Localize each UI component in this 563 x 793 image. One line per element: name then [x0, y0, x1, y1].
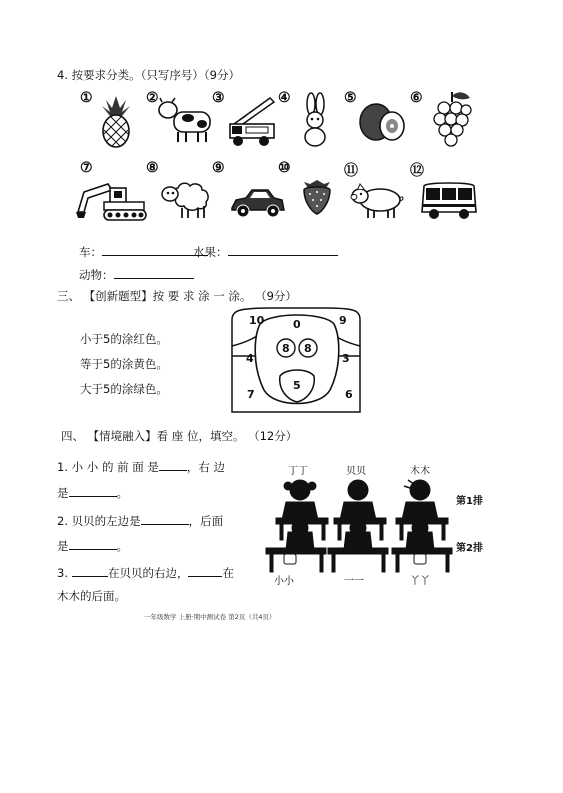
- item-number: ⑧: [146, 160, 159, 176]
- animal-answer-line: [79, 266, 194, 282]
- cow-icon: [158, 96, 216, 146]
- item-number: ③: [212, 90, 225, 106]
- q4-3-blank-2[interactable]: [188, 564, 222, 577]
- animal-label: 动物：: [79, 268, 114, 282]
- student-name: 丁丁: [288, 466, 308, 477]
- fruit-answer-blank[interactable]: [228, 243, 338, 256]
- crane-truck-icon: [226, 94, 278, 148]
- page-footer: 一年级数学 上册·期中测试卷 第2页（共4页）: [144, 613, 276, 621]
- row-label: 第1排: [456, 496, 483, 507]
- item-number: ①: [80, 90, 93, 106]
- item-number: ④: [278, 90, 291, 106]
- student-name: 木木: [410, 466, 430, 477]
- region-number: 5: [293, 379, 301, 392]
- region-number: 3: [342, 352, 350, 365]
- classroom-seating-picture: [258, 462, 498, 592]
- rabbit-icon: [300, 92, 330, 148]
- item-number: ②: [146, 90, 159, 106]
- car-icon: [228, 184, 286, 220]
- car-answer-line: [79, 243, 208, 259]
- section4-heading: 四、 【情境融入】看 座 位，填空。 （12分）: [61, 429, 298, 443]
- q4-1-blank-right[interactable]: [69, 484, 117, 497]
- grapes-icon: [430, 88, 474, 148]
- region-number: 6: [345, 388, 353, 401]
- fruit-label: 水果：: [193, 245, 228, 259]
- q4-2-blank-left[interactable]: [141, 512, 189, 525]
- item-number: ⑨: [212, 160, 225, 176]
- color-rule: 大于5的涂绿色。: [80, 382, 168, 396]
- student-name: 一一: [344, 576, 364, 587]
- color-rule: 等于5的涂黄色。: [80, 357, 168, 371]
- section3-heading: 三、 【创新题型】按 要 求 涂 一 涂。 （9分）: [57, 289, 297, 303]
- q4-2-line1: 2. 贝贝的左边是 ，后面: [57, 514, 224, 528]
- student-name: 小小: [274, 576, 294, 587]
- q4-3-blank-1[interactable]: [72, 564, 108, 577]
- strawberry-icon: [300, 178, 334, 216]
- region-number: 7: [247, 388, 255, 401]
- row-label: 第2排: [456, 543, 483, 554]
- item-number: ⑦: [80, 160, 93, 176]
- item-number: ⑫: [410, 163, 424, 179]
- fruit-answer-line: [193, 243, 338, 259]
- bus-icon: [420, 180, 478, 222]
- item-number: ⑩: [278, 160, 291, 176]
- q4-3-line2: 木木的后面。: [57, 589, 126, 603]
- region-number: 0: [293, 318, 301, 331]
- q4-2-line2: 是 。: [57, 539, 128, 553]
- q4-1-blank-front[interactable]: [159, 458, 187, 471]
- animal-answer-blank[interactable]: [114, 266, 194, 279]
- pig-icon: [350, 180, 404, 222]
- region-number: 9: [339, 314, 347, 327]
- color-rule: 小于5的涂红色。: [80, 332, 168, 346]
- coloring-figure: [230, 306, 364, 414]
- q4-3-line1: 3. 在贝贝的右边， 在: [57, 566, 234, 580]
- student-name: 丫丫: [410, 576, 430, 587]
- item-number: ⑪: [344, 163, 358, 179]
- region-number: 10: [249, 314, 265, 327]
- region-number: 8: [282, 342, 290, 355]
- kiwi-icon: [358, 100, 406, 144]
- q4-picture-grid: [0, 0, 563, 230]
- student-name: 贝贝: [346, 466, 366, 477]
- item-number: ⑥: [410, 90, 423, 106]
- car-label: 车：: [79, 245, 102, 259]
- q4-1-line1: 1. 小 小 的 前 面 是 ，右 边: [57, 460, 226, 474]
- region-number: 4: [246, 352, 254, 365]
- pineapple-icon: [98, 94, 134, 148]
- item-number: ⑤: [344, 90, 357, 106]
- q4-heading: 4. 按要求分类。（只写序号）（9分）: [57, 68, 240, 82]
- students-desks-icon: [258, 476, 454, 576]
- q4-2-blank-behind[interactable]: [69, 537, 117, 550]
- excavator-icon: [74, 178, 150, 222]
- region-number: 8: [304, 342, 312, 355]
- q4-1-line2: 是 。: [57, 486, 128, 500]
- sheep-icon: [158, 176, 214, 220]
